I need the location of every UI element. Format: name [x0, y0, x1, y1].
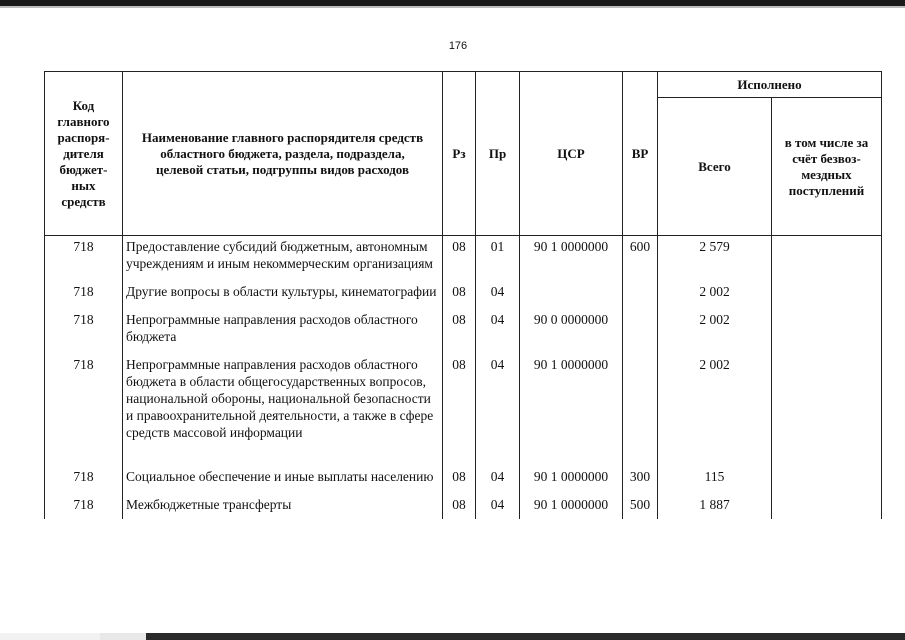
cell-gratuitous [772, 463, 882, 491]
cell-gratuitous [772, 278, 882, 306]
cell-name: Межбюджетные трансферты [123, 491, 443, 519]
header-code: Код главного распоря-дителя бюджет-ных средств [45, 72, 123, 236]
cell-code: 718 [45, 278, 123, 306]
cell-gratuitous [772, 236, 882, 279]
header-executed: Исполнено [658, 72, 882, 98]
header-rz: Рз [443, 72, 476, 236]
cell-name: Непрограммные направления расходов областного бюджета [123, 306, 443, 351]
cell-name: Непрограммные направления расходов областного бюджета в области общегосударственных вопросов, национальной обороны, национальной безопасности и правоохранительной деятельности, а также в сфере средств массовой информации [123, 351, 443, 463]
cell-pr: 04 [476, 351, 520, 463]
cell-csr: 90 1 0000000 [520, 351, 623, 463]
cell-code: 718 [45, 491, 123, 519]
cell-vr: 500 [623, 491, 658, 519]
scan-bottom-fade-2 [100, 633, 146, 640]
scan-bottom-fade [0, 633, 100, 640]
cell-code: 718 [45, 351, 123, 463]
cell-name: Предоставление субсидий бюджетным, автономным учреждениям и иным некоммерческим организациям [123, 236, 443, 279]
header-pr: Пр [476, 72, 520, 236]
table-row [45, 351, 882, 463]
cell-rz: 08 [443, 236, 476, 279]
cell-csr [520, 278, 623, 306]
cell-rz: 08 [443, 278, 476, 306]
cell-total: 2 579 [658, 236, 772, 279]
table-row [45, 463, 882, 491]
table-row [45, 278, 882, 306]
cell-csr: 90 1 0000000 [520, 491, 623, 519]
cell-total: 2 002 [658, 351, 772, 463]
table-row [45, 236, 882, 279]
cell-gratuitous [772, 491, 882, 519]
cell-name: Другие вопросы в области культуры, кинематографии [123, 278, 443, 306]
header-csr: ЦСР [520, 72, 623, 236]
cell-vr [623, 278, 658, 306]
cell-total: 2 002 [658, 306, 772, 351]
cell-vr [623, 351, 658, 463]
cell-total: 115 [658, 463, 772, 491]
scan-top-shadow [0, 6, 905, 8]
cell-vr [623, 306, 658, 351]
cell-total: 2 002 [658, 278, 772, 306]
header-vr: ВР [623, 72, 658, 236]
cell-pr: 04 [476, 463, 520, 491]
cell-rz: 08 [443, 351, 476, 463]
cell-code: 718 [45, 463, 123, 491]
cell-csr: 90 0 0000000 [520, 306, 623, 351]
cell-total: 1 887 [658, 491, 772, 519]
cell-pr: 04 [476, 306, 520, 351]
cell-rz: 08 [443, 306, 476, 351]
header-total: Всего [658, 98, 772, 236]
header-name: Наименование главного распорядителя средств областного бюджета, раздела, подраздела, целевой статьи, подгруппы видов расходов [123, 72, 443, 236]
cell-csr: 90 1 0000000 [520, 236, 623, 279]
cell-rz: 08 [443, 463, 476, 491]
table-row [45, 491, 882, 519]
cell-vr: 600 [623, 236, 658, 279]
cell-vr: 300 [623, 463, 658, 491]
cell-code: 718 [45, 236, 123, 279]
page-number: 176 [448, 40, 468, 52]
header-gratuitous: в том числе за счёт безвоз-мездных поступлений [772, 98, 882, 236]
cell-pr: 04 [476, 278, 520, 306]
cell-gratuitous [772, 306, 882, 351]
cell-gratuitous [772, 351, 882, 463]
budget-table [44, 71, 882, 519]
cell-rz: 08 [443, 491, 476, 519]
cell-csr: 90 1 0000000 [520, 463, 623, 491]
cell-pr: 04 [476, 491, 520, 519]
cell-name: Социальное обеспечение и иные выплаты населению [123, 463, 443, 491]
cell-code: 718 [45, 306, 123, 351]
table-row [45, 306, 882, 351]
cell-pr: 01 [476, 236, 520, 279]
